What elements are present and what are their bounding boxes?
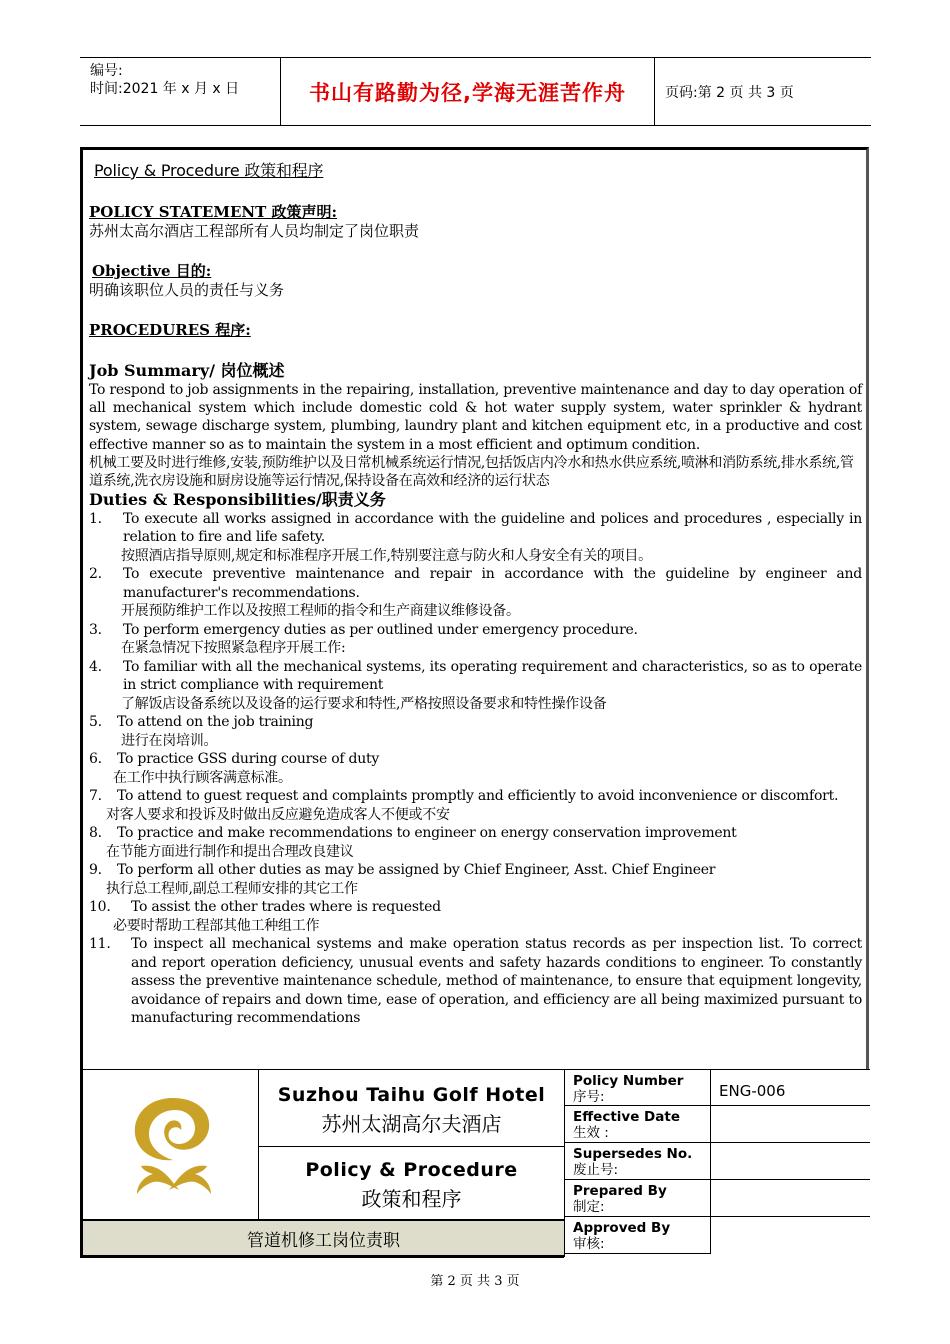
duty-chinese-text: 在紧急情况下按照紧急程序开展工作:: [121, 640, 346, 657]
policy-type-chinese: 政策和程序: [361, 1187, 462, 1211]
info-value: [710, 1106, 870, 1143]
duty-number: 5.: [89, 714, 102, 731]
duty-english-row: [89, 565, 862, 602]
info-label-chinese: 生效 :: [573, 1125, 609, 1141]
info-value: [710, 1143, 870, 1180]
info-label-row: [565, 1069, 710, 1106]
info-label-english: Policy Number: [573, 1073, 684, 1089]
duty-item: [89, 658, 862, 714]
duty-number: 9.: [89, 862, 102, 879]
policy-statement-text: 苏州太高尔酒店工程部所有人员均制定了岗位职责: [89, 222, 420, 240]
duty-item: [89, 898, 862, 935]
duty-number: 10.: [89, 899, 111, 916]
duty-number: 2.: [89, 566, 102, 583]
info-label-row: [565, 1217, 710, 1254]
policy-statement-heading: POLICY STATEMENT 政策声明:: [89, 203, 338, 221]
objective-heading: Objective 目的:: [92, 262, 212, 280]
info-label-english: Supersedes No.: [573, 1146, 693, 1162]
duty-english-row: [89, 713, 862, 732]
document-number-label: 编号:: [90, 63, 123, 79]
duty-item: [89, 824, 862, 861]
info-label-chinese: 制定:: [573, 1199, 605, 1215]
info-label-chinese: 审核:: [573, 1236, 605, 1252]
info-label-chinese: 序号:: [573, 1089, 605, 1105]
page-number-footer: 第 2 页 共 3 页: [430, 1274, 520, 1289]
duty-chinese-text: 必要时帮助工程部其他工种组工作: [113, 917, 320, 934]
duty-item: [89, 750, 862, 787]
objective-text: 明确该职位人员的责任与义务: [89, 281, 285, 299]
duty-chinese-text: 在节能方面进行制作和提出合理改良建议: [106, 843, 354, 860]
duty-item: [89, 935, 862, 1028]
duty-english-row: [89, 824, 862, 843]
duty-number: 11.: [89, 936, 111, 953]
duty-english-row: [89, 898, 862, 917]
logo-cell: [80, 1069, 258, 1220]
info-label-row: [565, 1143, 710, 1180]
duty-english-row: [89, 935, 862, 1028]
duty-item: [89, 565, 862, 621]
policy-type-cell: [258, 1147, 564, 1220]
duty-number: 7.: [89, 788, 102, 805]
duty-english-row: [89, 787, 862, 806]
duty-number: 8.: [89, 825, 102, 842]
duty-chinese-text: 了解饭店设备系统以及设备的运行要求和特性,严格按照设备要求和特性操作设备: [121, 695, 607, 712]
duty-item: [89, 787, 862, 824]
info-label-row: [565, 1180, 710, 1217]
header-motto: 书山有路勤为径,学海无涯苦作舟: [281, 58, 655, 125]
duty-number: 1.: [89, 510, 102, 527]
document-date: 时间:2021 年 x 月 x 日: [90, 81, 240, 97]
job-summary-chinese: 机械工要及时进行维修,安装,预防维护以及日常机械系统运行情况,包括饭店内冷水和热水供应系统,喷淋和消防系统,排水系统,管道系统,洗衣房设施和厨房设施等运行情况,保持设备在高效和经济的运行状态: [89, 454, 854, 489]
job-summary-english: To respond to job assignments in the repairing, installation, preventive maintenance and day to day operation of all mechanical system which include domestic cold & hot water supply system, water sprinkler & hydrant system, sewage discharge system, plumbing, laundry plant and kitchen equipment etc, in a productive and cost effective manner so as to maintain the system in a most efficient and optimum condition.: [89, 382, 862, 453]
info-label-chinese: 废止号:: [573, 1162, 619, 1178]
info-label-english: Prepared By: [573, 1183, 667, 1199]
hotel-logo-icon: [123, 1090, 223, 1202]
document-body: [86, 158, 862, 1028]
header-page-info: 页码:第 2 页 共 3 页: [665, 84, 794, 101]
duty-english-text: To assist the other trades where is requested: [131, 899, 441, 916]
info-labels-column: [564, 1069, 710, 1257]
duty-english-text: To execute preventive maintenance and repair in accordance with the guideline by engineer and manufacturer's recommendations.: [123, 566, 862, 601]
duties-list: [89, 510, 862, 1028]
info-label-row: [565, 1106, 710, 1143]
duty-english-row: [89, 750, 862, 769]
duty-english-text: To familiar with all the mechanical systems, its operating requirement and characteristics, so as to operate in strict compliance with requirement: [123, 658, 862, 694]
job-summary-heading: Job Summary/ 岗位概述: [89, 361, 285, 380]
duty-chinese-text: 在工作中执行顾客满意标准。: [113, 769, 292, 786]
duty-english-row: [89, 861, 862, 880]
duty-chinese-text: 开展预防维护工作以及按照工程师的指令和生产商建议维修设备。: [121, 603, 520, 620]
duty-number: 3.: [89, 621, 102, 638]
info-value: ENG-006: [710, 1069, 870, 1106]
info-label-english: Effective Date: [573, 1109, 680, 1125]
header-meta: [80, 58, 281, 125]
duty-number: 4.: [89, 658, 102, 675]
info-label-english: Approved By: [573, 1220, 671, 1236]
page-header: [80, 57, 871, 126]
duty-english-text: To perform emergency duties as per outlined under emergency procedure.: [123, 621, 638, 638]
hotel-name-chinese: 苏州太湖高尔夫酒店: [321, 1112, 502, 1136]
duty-english-text: To practice and make recommendations to engineer on energy conservation improvement: [117, 825, 737, 842]
duty-number: 6.: [89, 751, 102, 768]
duty-chinese-text: 按照酒店指导原则,规定和标准程序开展工作,特别要注意与防火和人身安全有关的项目。: [121, 547, 652, 564]
duty-item: [89, 713, 862, 750]
info-values-column: [710, 1069, 870, 1257]
duty-english-text: To execute all works assigned in accordance with the guideline and polices and procedures , especially in relation to fire and life safety.: [123, 510, 862, 546]
duty-english-row: [89, 510, 862, 547]
policy-type-english: Policy & Procedure: [305, 1159, 518, 1181]
duty-chinese-text: 进行在岗培训。: [121, 732, 218, 749]
document-info-table: [80, 1069, 870, 1259]
duty-item: [89, 861, 862, 898]
duty-english-text: To attend to guest request and complaints promptly and efficiently to avoid inconvenience or discomfort.: [117, 788, 839, 805]
duties-heading: Duties & Responsibilities/职责义务: [89, 489, 386, 509]
duty-english-row: [89, 658, 862, 695]
duty-chinese-text: 对客人要求和投诉及时做出反应避免造成客人不便或不安: [106, 806, 450, 823]
duty-english-text: To perform all other duties as may be assigned by Chief Engineer, Asst. Chief Engineer: [117, 862, 716, 879]
hotel-name-cell: [258, 1069, 564, 1147]
duty-english-text: To attend on the job training: [117, 714, 314, 731]
duty-item: [89, 510, 862, 566]
procedures-heading: PROCEDURES 程序:: [89, 321, 251, 339]
duty-english-row: [89, 621, 862, 640]
duty-english-text: To practice GSS during course of duty: [117, 751, 380, 768]
document-title: Policy & Procedure 政策和程序: [94, 161, 324, 180]
duty-english-text: To inspect all mechanical systems and make operation status records as per inspection list. To correct and report operation deficiency, unusual events and safety hazards conditions to engineer. To constantly assess the preventive maintenance schedule, method of maintenance, to ensure that equipment longevity, avoidance of repairs and down time, ease of operation, and efficiency are all being maximized pursuant to manufacturing recommendations: [131, 936, 862, 1027]
hotel-name-english: Suzhou Taihu Golf Hotel: [277, 1084, 546, 1106]
info-value: [710, 1180, 870, 1217]
duty-chinese-text: 执行总工程师,副总工程师安排的其它工作: [106, 880, 358, 897]
duty-item: [89, 621, 862, 658]
document-name-cell: 管道机修工岗位责职: [80, 1220, 564, 1258]
info-value: [710, 1217, 870, 1254]
